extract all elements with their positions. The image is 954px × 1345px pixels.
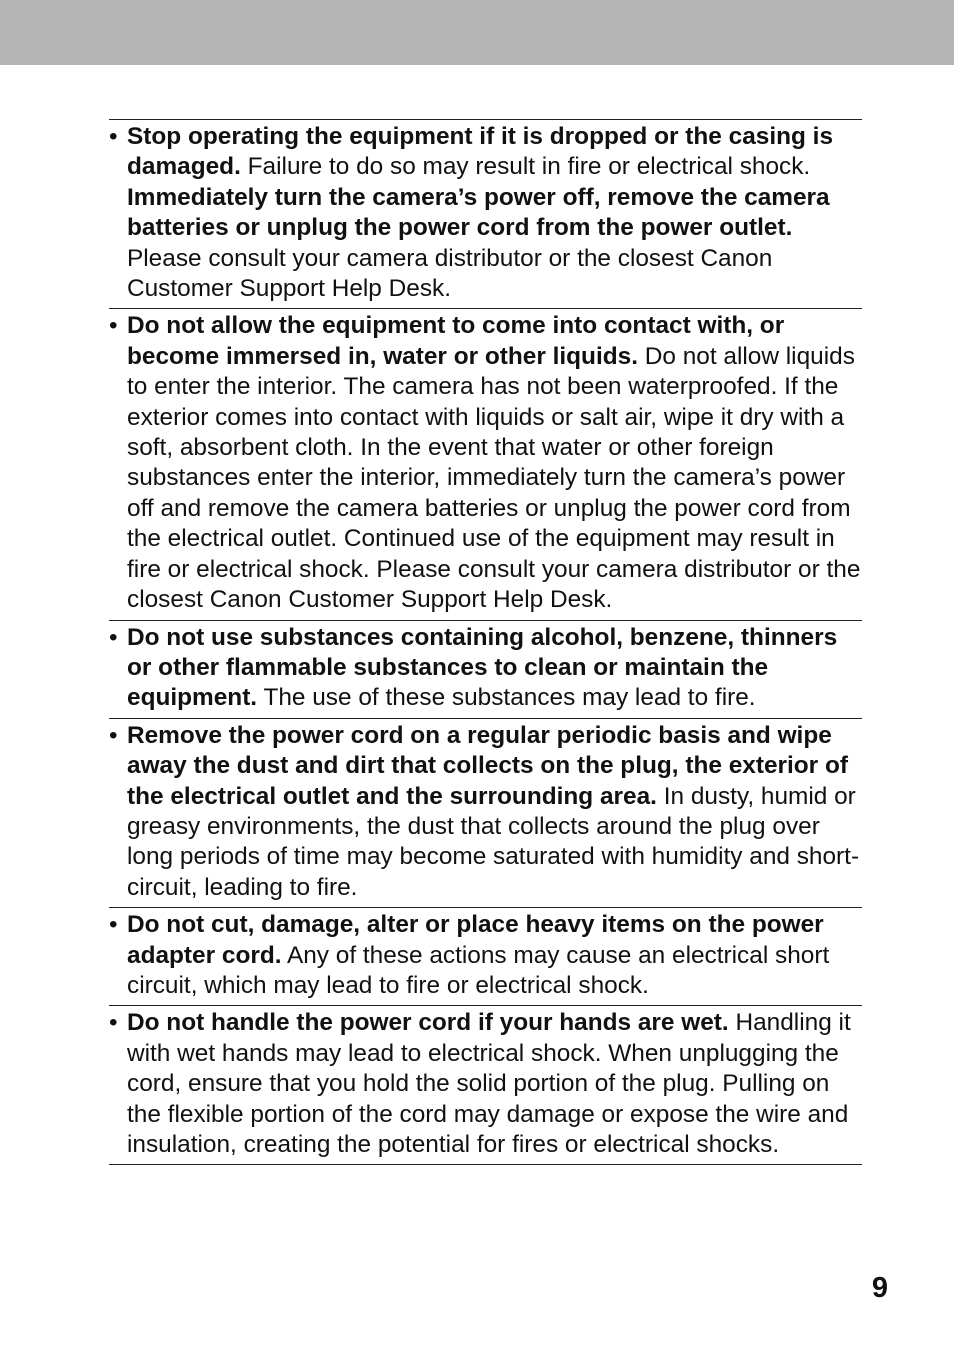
warning-item-flammable-substances bbox=[109, 621, 862, 719]
warning-item-cord-damage bbox=[109, 908, 862, 1006]
warning-body: Any of these actions may cause an electrical short circuit, which may lead to fire or electrical shock. bbox=[127, 941, 830, 999]
warning-heading: Remove the power cord on a regular periodic basis and wipe away the dust and dirt that collects on the plug, the exterior of the electrical outlet and the surrounding area. bbox=[127, 721, 848, 810]
warning-heading: Do not allow the equipment to come into contact with, or become immersed in, water or other liquids. bbox=[127, 312, 785, 370]
bullet-icon: • bbox=[109, 123, 118, 150]
warning-item-dropped-equipment bbox=[109, 120, 862, 309]
safety-warning-list bbox=[109, 119, 862, 1165]
bullet-icon: • bbox=[109, 721, 118, 749]
warning-body: Do not allow liquids to enter the interior. The camera has not been waterproofed. If the exterior comes into contact with liquids or salt air, wipe it dry with a soft, absorbent cloth. In the event that water or other foreign substances enter the interior, immediately turn the camera’s power off and remove the camera batteries or unplug the power cord from the electrical outlet. Continued use of the equipment may result in fire or electrical shock. Please consult your camera distributor or the closest Canon Customer Support Help Desk. bbox=[127, 342, 861, 614]
warning-item-dust-on-plug bbox=[109, 719, 862, 908]
warning-heading: Stop operating the equipment if it is dropped or the casing is damaged. bbox=[127, 123, 834, 181]
warning-instruction: Immediately turn the camera’s power off, remove the camera batteries or unplug the power cord from the power outlet. bbox=[127, 183, 830, 242]
warning-heading: Do not handle the power cord if your hands are wet. bbox=[127, 1009, 729, 1037]
warning-heading: Do not cut, damage, alter or place heavy items on the power adapter cord. bbox=[127, 911, 824, 969]
warning-text bbox=[127, 721, 862, 903]
page-number: 9 bbox=[871, 1272, 888, 1304]
warning-heading: Do not use substances containing alcohol, benzene, thinners or other flammable substances to clean or maintain the equipment. bbox=[127, 623, 838, 712]
bullet-icon: • bbox=[109, 1009, 118, 1037]
warning-text bbox=[127, 1008, 862, 1160]
bullet-icon: • bbox=[109, 911, 118, 939]
warning-body: Failure to do so may result in fire or electrical shock. bbox=[247, 153, 811, 181]
header-band bbox=[0, 0, 954, 65]
warning-body: Handling it with wet hands may lead to electrical shock. When unplugging the cord, ensure that you hold the solid portion of the plug. Pulling on the flexible portion of the cord may damage or expose the wire and insulation, creating the potential for fires or electrical shocks. bbox=[127, 1009, 851, 1158]
warning-text bbox=[127, 623, 862, 714]
warning-item-wet-hands bbox=[109, 1006, 862, 1165]
warning-item-liquids bbox=[109, 309, 862, 620]
warning-body: In dusty, humid or greasy environments, the dust that collects around the plug over long periods of time may become saturated with humidity and short-circuit, leading to fire. bbox=[127, 782, 860, 901]
warning-body: The use of these substances may lead to fire. bbox=[263, 684, 756, 712]
warning-text bbox=[127, 910, 862, 1001]
warning-text bbox=[127, 122, 862, 304]
warning-text bbox=[127, 311, 862, 615]
bullet-icon: • bbox=[109, 312, 118, 340]
bullet-icon: • bbox=[109, 623, 118, 651]
warning-body-contact: Please consult your camera distributor or the closest Canon Customer Support Help Desk. bbox=[127, 244, 773, 303]
